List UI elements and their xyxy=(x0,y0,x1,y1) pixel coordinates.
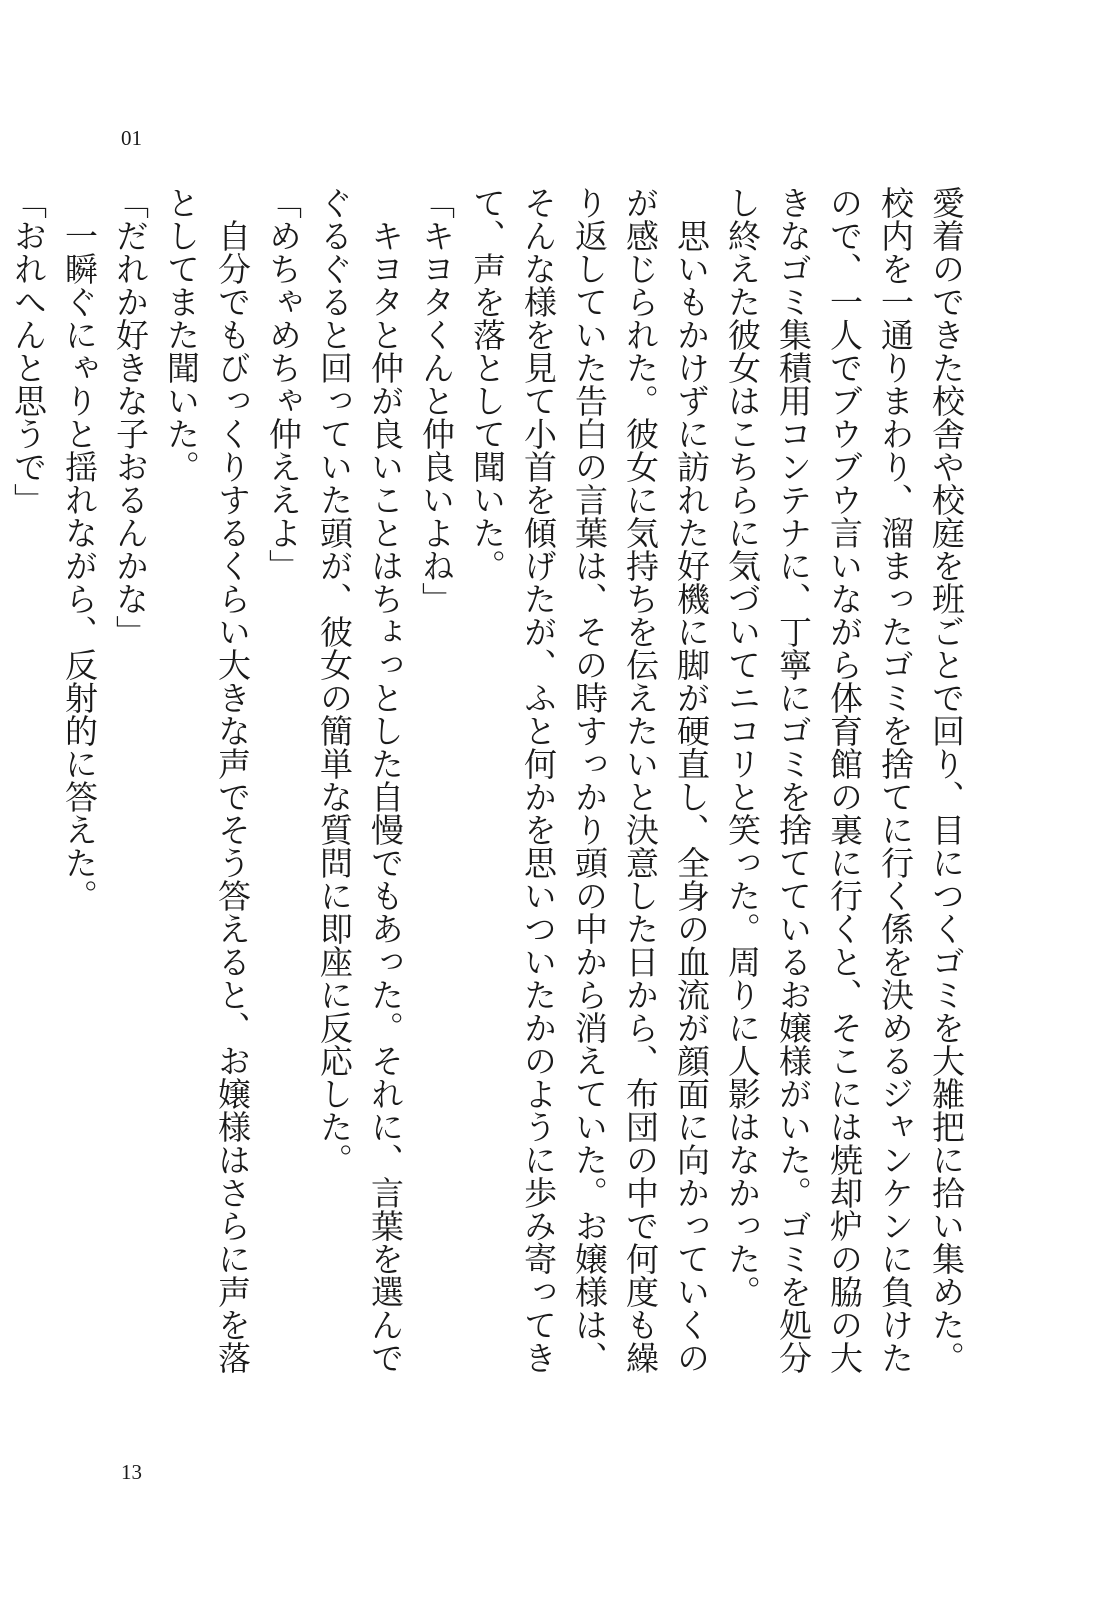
paragraph: キヨタと仲が良いことはちょっとした自慢でもあった。それに、言葉を選んでぐるぐると回っていた頭が、彼女の簡単な質問に即座に反応した。 xyxy=(315,186,405,1374)
body-text xyxy=(9,186,972,1401)
chapter-number: 01 xyxy=(121,126,142,150)
dialogue-line: 「おれへんと思うで」 xyxy=(9,186,48,516)
paragraph: 自分でもびっくりするくらい大きな声でそう答えると、お嬢様はさらに声を落としてまた聞いた。 xyxy=(162,186,252,1374)
paragraph: 愛着のできた校舎や校庭を班ごとで回り、目につくゴミを大雑把に拾い集めた。校内を一通りまわり、溜まったゴミを捨てに行く係を決めるジャンケンに負けたので、一人でブウブウ言いながら体育館の裏に行くと、そこには焼却炉の脇の大きなゴミ集積用コンテナに、丁寧にゴミを捨てているお嬢様がいた。ゴミを処分し終えた彼女はこちらに気づいてニコリと笑った。周りに人影はなかった。 xyxy=(723,186,966,1374)
dialogue-line: 「だれか好きな子おるんかな」 xyxy=(111,186,150,648)
paragraph: 一瞬ぐにゃりと揺れながら、反射的に答えた。 xyxy=(60,186,99,912)
paragraph: 思いもかけずに訪れた好機に脚が硬直し、全身の血流が顔面に向かっていくのが感じられた。彼女に気持ちを伝えたいと決意した日から、布団の中で何度も繰り返していた告白の言葉は、その時すっかり頭の中から消えていた。お嬢様は、そんな様を見て小首を傾げたが、ふと何かを思いついたかのように歩み寄ってきて、声を落として聞いた。 xyxy=(468,186,711,1374)
dialogue-line: 「キヨタくんと仲良いよね」 xyxy=(417,186,456,615)
dialogue-line: 「めちゃめちゃ仲ええよ」 xyxy=(264,186,303,582)
page-number: 13 xyxy=(121,1460,142,1484)
